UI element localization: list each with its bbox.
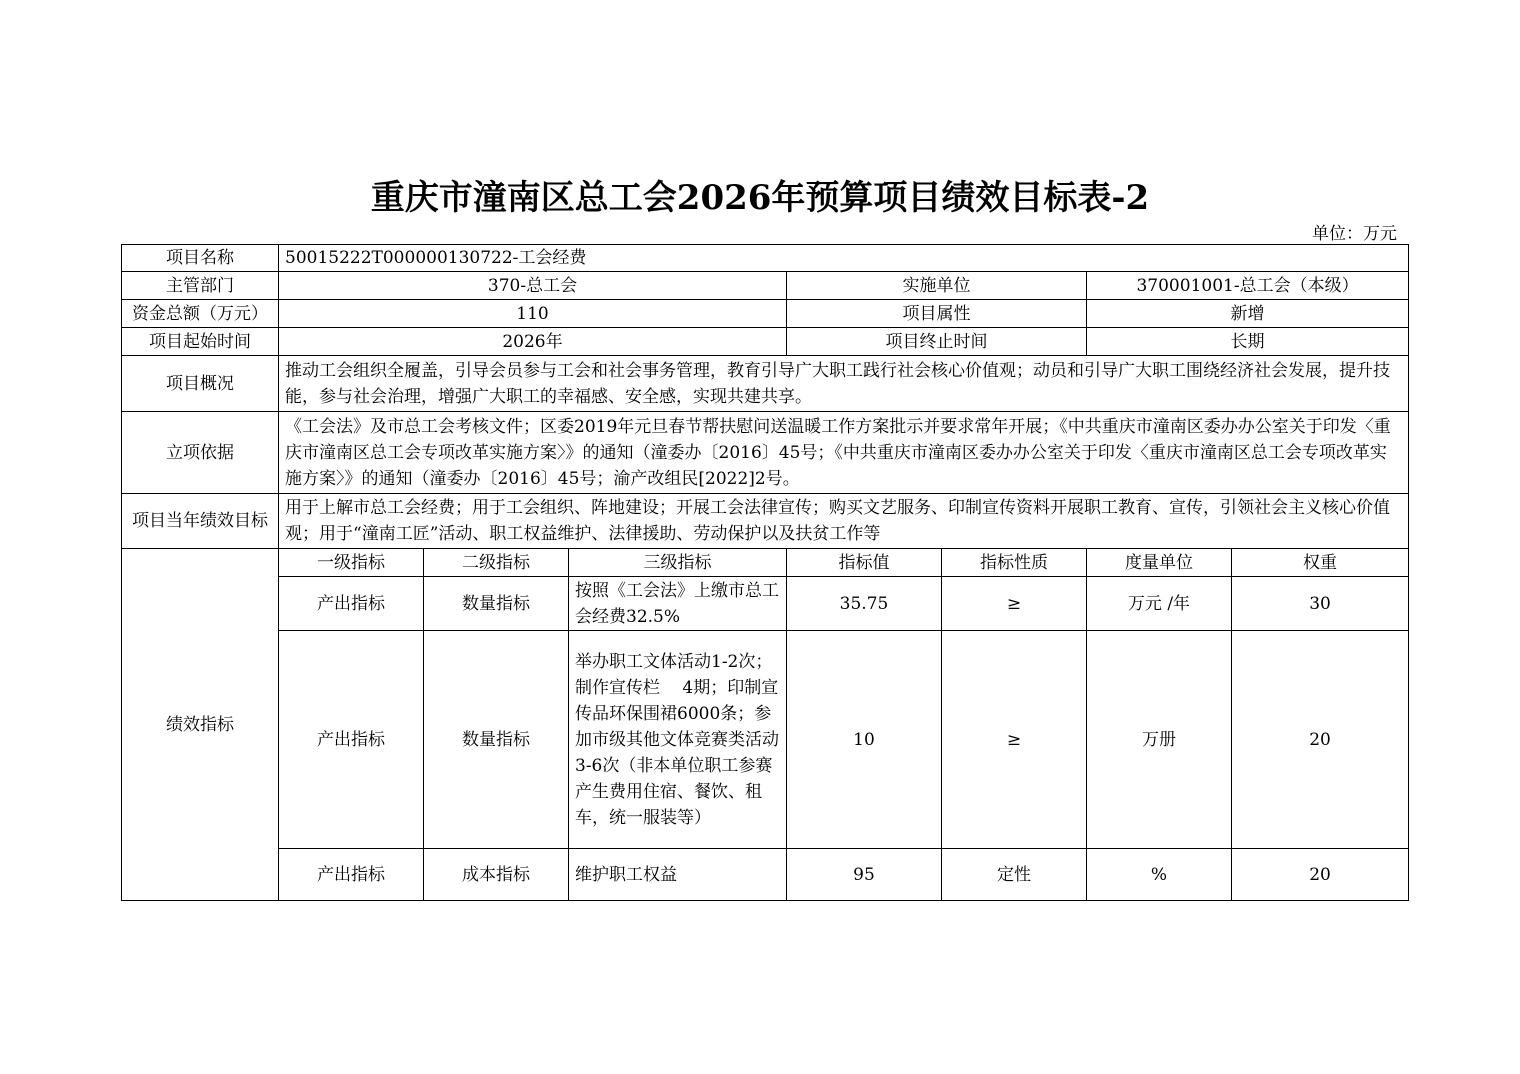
row3-unit: % — [1087, 849, 1232, 901]
table-row — [122, 494, 1409, 549]
unit-label: 单位：万元 — [1312, 224, 1397, 244]
end-label: 项目终止时间 — [787, 328, 1087, 356]
row1-level2: 数量指标 — [424, 577, 569, 631]
attr-value: 新增 — [1087, 300, 1409, 328]
header-weight: 权重 — [1232, 549, 1409, 577]
start-value: 2026年 — [279, 328, 787, 356]
start-label: 项目起始时间 — [122, 328, 279, 356]
header-value: 指标值 — [787, 549, 942, 577]
row3-nature: 定性 — [942, 849, 1087, 901]
page-title: 重庆市潼南区总工会2026年预算项目绩效目标表-2 — [370, 178, 1150, 218]
row2-value: 10 — [787, 631, 942, 849]
funds-label: 资金总额（万元） — [122, 300, 279, 328]
table-row — [122, 577, 1409, 631]
header-unit: 度量单位 — [1087, 549, 1232, 577]
row1-level3: 按照《工会法》上缴市总工会经费32.5% — [569, 577, 787, 631]
row3-level3: 维护职工权益 — [569, 849, 787, 901]
row2-weight: 20 — [1232, 631, 1409, 849]
dept-label: 主管部门 — [122, 272, 279, 300]
header-level1: 一级指标 — [279, 549, 424, 577]
impl-unit-value: 370001001-总工会（本级） — [1087, 272, 1409, 300]
basis-value: 《工会法》及市总工会考核文件；区委2019年元旦春节帮扶慰问送温暖工作方案批示并要求常年开展；《中共重庆市潼南区委办办公室关于印发〈重庆市潼南区总工会专项改革实施方案〉》的通知（潼委办〔2016〕45号；《中共重庆市潼南区委办办公室关于印发〈重庆市潼南区总工会专项改革实施方案〉》的通知（潼委办〔2016〕45号；渝产改组民[2022]2号。 — [279, 412, 1409, 494]
end-value: 长期 — [1087, 328, 1409, 356]
row1-nature: ≥ — [942, 577, 1087, 631]
row1-weight: 30 — [1232, 577, 1409, 631]
header-level2: 二级指标 — [424, 549, 569, 577]
row3-level1: 产出指标 — [279, 849, 424, 901]
row3-weight: 20 — [1232, 849, 1409, 901]
row2-unit: 万册 — [1087, 631, 1232, 849]
table-row — [122, 849, 1409, 901]
table-row — [122, 328, 1409, 356]
table-row — [122, 272, 1409, 300]
attr-label: 项目属性 — [787, 300, 1087, 328]
project-name-value: 50015222T000000130722-工会经费 — [279, 245, 1409, 272]
header-level3: 三级指标 — [569, 549, 787, 577]
dept-value: 370-总工会 — [279, 272, 787, 300]
row1-unit: 万元 /年 — [1087, 577, 1232, 631]
row1-level1: 产出指标 — [279, 577, 424, 631]
row2-level2: 数量指标 — [424, 631, 569, 849]
overview-label: 项目概况 — [122, 356, 279, 412]
indicator-header-row — [122, 549, 1409, 577]
table-row — [122, 245, 1409, 272]
project-name-label: 项目名称 — [122, 245, 279, 272]
header-nature: 指标性质 — [942, 549, 1087, 577]
goal-value: 用于上解市总工会经费；用于工会组织、阵地建设；开展工会法律宣传；购买文艺服务、印制宣传资料开展职工教育、宣传，引领社会主义核心价值观；用于“潼南工匠”活动、职工权益维护、法律援助、劳动保护以及扶贫工作等 — [279, 494, 1409, 549]
funds-value: 110 — [279, 300, 787, 328]
goal-label: 项目当年绩效目标 — [122, 494, 279, 549]
row2-level3: 举办职工文体活动1-2次；制作宣传栏 4期；印制宣传品环保围裙6000条；参加市级其他文体竞赛类活动3-6次（非本单位职工参赛产生费用住宿、餐饮、租车，统一服装等） — [569, 631, 787, 849]
table-row — [122, 300, 1409, 328]
row2-level1: 产出指标 — [279, 631, 424, 849]
row1-value: 35.75 — [787, 577, 942, 631]
impl-unit-label: 实施单位 — [787, 272, 1087, 300]
basis-label: 立项依据 — [122, 412, 279, 494]
table-row — [122, 356, 1409, 412]
row3-level2: 成本指标 — [424, 849, 569, 901]
table-row — [122, 412, 1409, 494]
overview-value: 推动工会组织全履盖，引导会员参与工会和社会事务管理，教育引导广大职工践行社会核心价值观；动员和引导广大职工围绕经济社会发展，提升技能，参与社会治理，增强广大职工的幸福感、安全感，实现共建共享。 — [279, 356, 1409, 412]
indicators-section-label: 绩效指标 — [122, 549, 279, 901]
table-row — [122, 631, 1409, 849]
performance-table — [121, 244, 1409, 901]
row3-value: 95 — [787, 849, 942, 901]
row2-nature: ≥ — [942, 631, 1087, 849]
